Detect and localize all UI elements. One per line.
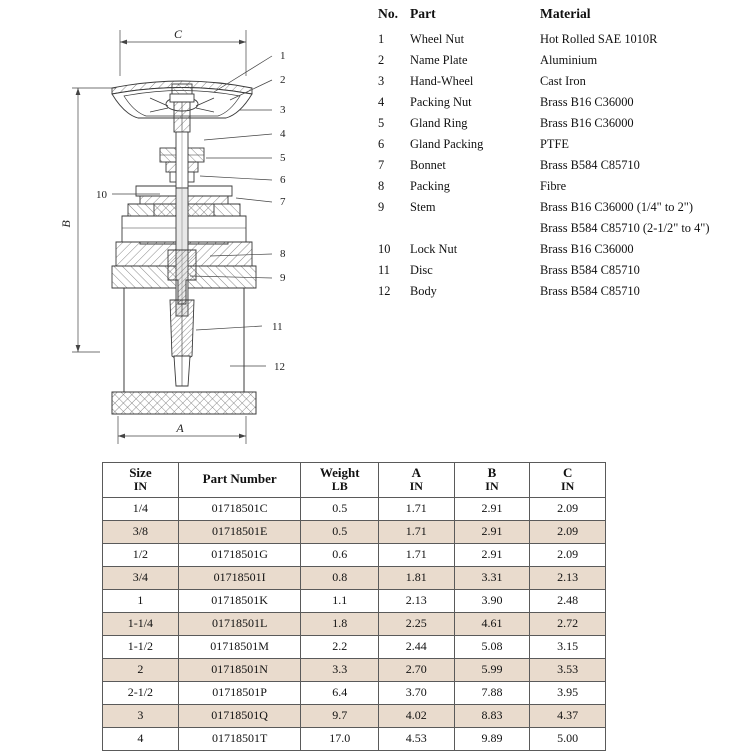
cell-part-number: 01718501E [178,520,301,543]
part-name: Stem [410,200,436,215]
part-material: Aluminium [540,53,598,68]
table-row [103,566,606,589]
table-row [372,176,740,197]
cell-size: 1-1/4 [103,612,179,635]
size-header-a-unit: IN [409,479,423,494]
cell-part-number: 01718501Q [178,704,301,727]
table-row [372,134,740,155]
part-name: Packing [410,179,450,194]
part-material: Brass B584 C85710 [540,263,640,278]
cell-part-number: 01718501M [178,635,301,658]
part-no: 10 [378,242,391,257]
size-header-b-name: B [487,465,497,480]
cell-a: 2.13 [378,589,454,612]
part-material: Brass B16 C36000 [540,242,634,257]
table-row [103,589,606,612]
size-header-a-name: A [411,465,421,480]
table-row [103,543,606,566]
part-name: Lock Nut [410,242,458,257]
cell-c: 4.37 [530,704,606,727]
part-material: Fibre [540,179,567,194]
callout-1: 1 [280,50,286,62]
callout-3: 3 [280,104,286,116]
cell-b: 3.90 [454,589,530,612]
table-row [372,218,740,239]
cell-size: 1 [103,589,179,612]
cell-a: 4.02 [378,704,454,727]
cell-b: 2.91 [454,543,530,566]
part-material: Brass B16 C36000 [540,116,634,131]
cell-c: 2.13 [530,566,606,589]
part-name [410,218,540,239]
part-material: Brass B16 C36000 [540,95,634,110]
table-row [372,260,740,281]
cell-weight: 1.8 [301,612,378,635]
table-row [372,281,740,302]
part-no: 11 [378,263,390,278]
cell-b: 3.31 [454,566,530,589]
cell-b: 9.89 [454,727,530,750]
table-row [103,658,606,681]
cell-size: 1/2 [103,543,179,566]
part-name: Name Plate [410,53,468,68]
cell-a: 2.25 [378,612,454,635]
callout-11: 11 [272,321,283,333]
cell-b: 7.88 [454,681,530,704]
part-name: Bonnet [410,158,446,173]
part-material: Brass B584 C85710 [540,284,640,299]
cell-b: 4.61 [454,612,530,635]
valve-cutaway-drawing [0,0,360,452]
size-header-size-unit: IN [133,479,148,494]
size-header-weight-unit: LB [331,479,348,494]
part-no: 7 [378,158,385,173]
size-header-part-number-name: Part Number [202,471,277,487]
size-header-a [378,463,454,498]
cell-part-number: 01718501I [178,566,301,589]
callout-7: 7 [280,196,286,208]
table-row [372,50,740,71]
cell-weight: 0.6 [301,543,378,566]
dimension-c [120,30,246,76]
part-no: 5 [378,116,385,131]
cell-part-number: 01718501N [178,658,301,681]
table-row [372,71,740,92]
table-row [372,239,740,260]
parts-header-row [372,6,740,29]
cell-a: 3.70 [378,681,454,704]
size-header-c-unit: IN [560,479,575,494]
callout-6: 6 [280,174,286,186]
size-header-row [103,463,606,498]
table-row [103,727,606,750]
cell-a: 2.44 [378,635,454,658]
dimension-label-c: C [173,27,183,41]
cell-c: 3.95 [530,681,606,704]
parts-header-no: No. [378,6,399,21]
part-no: 2 [378,53,385,68]
cell-part-number: 01718501K [178,589,301,612]
cell-b: 2.91 [454,520,530,543]
cell-c: 2.48 [530,589,606,612]
cell-a: 1.81 [378,566,454,589]
table-row [372,113,740,134]
part-name: Hand-Wheel [410,74,474,89]
part-no: 1 [378,32,385,47]
cell-a: 1.71 [378,543,454,566]
cell-b: 2.91 [454,497,530,520]
cell-c: 5.00 [530,727,606,750]
part-material: Hot Rolled SAE 1010R [540,32,658,47]
cell-weight: 2.2 [301,635,378,658]
cell-weight: 1.1 [301,589,378,612]
cell-weight: 3.3 [301,658,378,681]
table-row [103,635,606,658]
cell-weight: 0.5 [301,520,378,543]
cell-a: 1.71 [378,497,454,520]
cell-a: 1.71 [378,520,454,543]
cell-part-number: 01718501C [178,497,301,520]
cell-weight: 6.4 [301,681,378,704]
parts-material-table [372,6,740,302]
cell-size: 4 [103,727,179,750]
cell-size: 1-1/2 [103,635,179,658]
part-name: Disc [410,263,433,278]
part-name: Gland Ring [410,116,468,131]
size-header-c-name: C [562,465,573,480]
cell-part-number: 01718501T [178,727,301,750]
callout-12: 12 [274,361,285,373]
size-header-b [454,463,530,498]
table-row [103,520,606,543]
part-material: Brass B16 C36000 (1/4" to 2") [540,200,693,215]
cell-part-number: 01718501G [178,543,301,566]
size-header-b-unit: IN [485,479,499,494]
size-header-size-name: Size [129,465,152,480]
part-no: 6 [378,137,385,152]
table-row [103,681,606,704]
cell-a: 4.53 [378,727,454,750]
parts-header-part: Part [410,6,436,21]
cell-b: 8.83 [454,704,530,727]
size-header-part-number [178,463,301,498]
cell-weight: 17.0 [301,727,378,750]
part-no: 3 [378,74,385,89]
cell-part-number: 01718501P [178,681,301,704]
table-row [103,704,606,727]
callout-4: 4 [280,128,286,140]
cell-part-number: 01718501L [178,612,301,635]
cell-weight: 0.5 [301,497,378,520]
cell-b: 5.08 [454,635,530,658]
cell-b: 5.99 [454,658,530,681]
cell-weight: 0.8 [301,566,378,589]
callout-2: 2 [280,74,286,86]
table-row [372,155,740,176]
cell-size: 3 [103,704,179,727]
part-no: 12 [378,284,391,299]
handwheel-assembly [112,81,252,132]
table-row [372,92,740,113]
cell-c: 3.53 [530,658,606,681]
table-row [103,497,606,520]
table-row [372,197,740,218]
part-material: Cast Iron [540,74,586,89]
dimension-label-b: B [59,220,73,228]
size-header-weight [301,463,378,498]
cell-size: 1/4 [103,497,179,520]
cell-size: 3/4 [103,566,179,589]
cell-a: 2.70 [378,658,454,681]
part-no: 8 [378,179,385,194]
size-header-size [103,463,179,498]
dimension-b [72,88,116,352]
part-material: PTFE [540,137,569,152]
callout-10: 10 [96,189,107,201]
cell-c: 2.72 [530,612,606,635]
part-name: Gland Packing [410,137,484,152]
callout-8: 8 [280,248,286,260]
cell-size: 2-1/2 [103,681,179,704]
cell-weight: 9.7 [301,704,378,727]
size-header-weight-name: Weight [319,465,360,480]
part-no: 9 [378,200,385,215]
cell-size: 3/8 [103,520,179,543]
size-header-c [530,463,606,498]
part-material: Brass B584 C85710 (2-1/2" to 4") [540,221,710,236]
part-name: Packing Nut [410,95,472,110]
cell-c: 2.09 [530,497,606,520]
cell-size: 2 [103,658,179,681]
table-row [372,29,740,50]
part-no: 4 [378,95,385,110]
cell-c: 3.15 [530,635,606,658]
size-dimension-table [102,462,606,751]
part-no [372,218,410,239]
part-name: Wheel Nut [410,32,465,47]
dimension-label-a: A [176,421,184,435]
cell-c: 2.09 [530,543,606,566]
parts-header-material: Material [540,6,591,21]
table-row [103,612,606,635]
callout-5: 5 [280,152,286,164]
part-name: Body [410,284,437,299]
part-material: Brass B584 C85710 [540,158,640,173]
cell-c: 2.09 [530,520,606,543]
callout-9: 9 [280,272,286,284]
